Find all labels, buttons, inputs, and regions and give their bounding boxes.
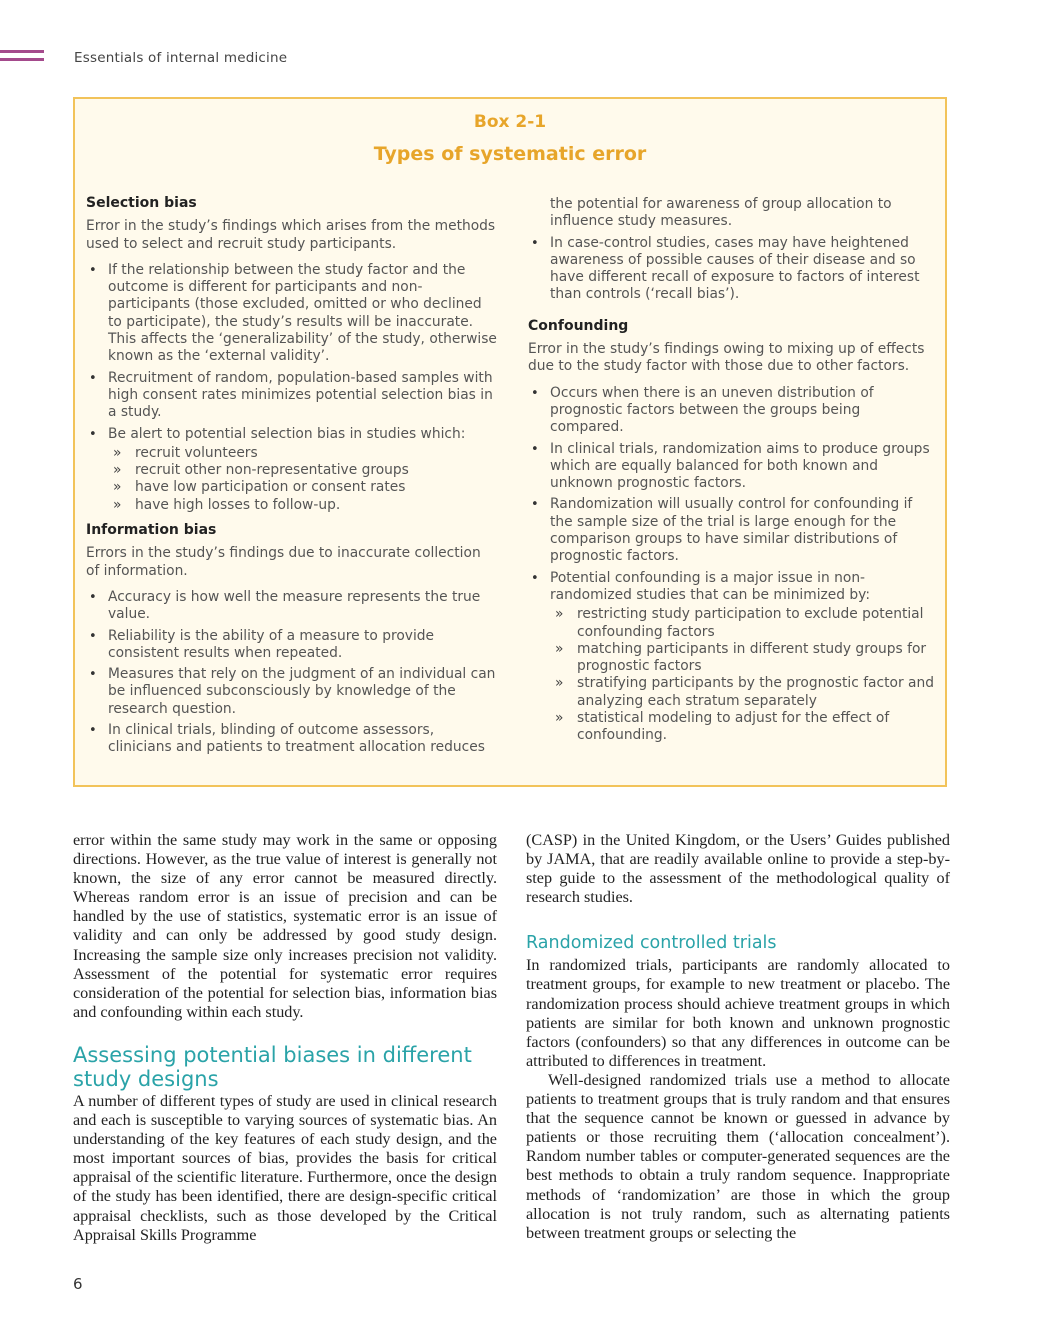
body-paragraph: error within the same study may work in the same or opposing directions. However, as the true value of interest is generally not known, the size of any error cannot be measured directly. Whereas random error is an issue of precision and can be handled by the use of statistics, systematic error is an issue of validity and can only be addressed by good study design. Increasing the sample size only increases precision not validity. Assessment of the potential for systematic error requires consideration of the potential for selection bias, information bias and confounding within each study.	[73, 831, 497, 1021]
confounding-sublist	[550, 606, 938, 744]
selection-bias-sublist	[108, 445, 498, 514]
header-accent-lines	[0, 50, 44, 66]
confounding-list	[528, 385, 938, 745]
list-item	[528, 570, 938, 745]
body-paragraph: A number of different types of study are used in clinical research and each is susceptible to varying sources of systematic bias. An understanding of the key features of each study design, and the most important sources of bias, provides the basis for critical appraisal of the scientific literature. Furthermore, once the design of the study has been identified, there are design-specific critical appraisal checklists, such as those developed by the Critical Appraisal Skills Programme	[73, 1091, 497, 1244]
list-item: • In case-control studies, cases may have heightened awareness of possible causes of their disease and so have different recall of exposure to factors of interest than controls (‘recall bias’).	[528, 235, 938, 304]
list-item: • Reliability is the ability of a measure to provide consistent results when repeated.	[86, 628, 498, 663]
sub-list-item: » have high losses to follow-up.	[108, 497, 498, 514]
body-paragraph: In randomized trials, participants are randomly allocated to treatment groups, for example to new treatment or placebo. The randomization process should achieve treatment groups in which patients are similar for both known and unknown prognostic factors (confounders) so that any differences in outcome can be attributed to differences in treatment.	[526, 956, 950, 1070]
body-paragraph: (CASP) in the United Kingdom, or the Users’ Guides published by JAMA, that are readily available online to provide a step-by-step guide to the assessment of the methodological quality of research studies.	[526, 831, 950, 907]
box-left-column	[86, 195, 498, 765]
running-head: Essentials of internal medicine	[74, 50, 288, 66]
list-item	[86, 426, 498, 514]
sub-list-item: » stratifying participants by the prognostic factor and analyzing each stratum separately	[550, 675, 938, 710]
list-item: • In clinical trials, randomization aims to produce groups which are equally balanced for both known and unknown prognostic factors.	[528, 441, 938, 493]
subsection-heading: Randomized controlled trials	[526, 933, 777, 954]
sub-list-item: » recruit other non-representative groups	[108, 462, 498, 479]
confounding-intro: Error in the study’s findings owing to mixing up of effects due to the study factor with those due to other factors.	[528, 341, 925, 375]
information-bias-list-continued	[528, 196, 938, 304]
box-right-column	[528, 196, 938, 753]
sub-list-item: » matching participants in different study groups for prognostic factors	[550, 641, 938, 676]
list-item-continuation: the potential for awareness of group allocation to influence study measures.	[550, 196, 892, 230]
list-item: • Measures that rely on the judgment of an individual can be influenced subconsciously by knowledge of the research question.	[86, 666, 498, 718]
body-right-column	[526, 831, 950, 1243]
box-2-1	[73, 97, 947, 787]
body-paragraph: Well-designed randomized trials use a method to allocate patients to treatment groups that is truly random and that ensures that the sequence cannot be known or guessed in advance by patients or those recruiting them (‘allocation concealment’). Random number tables or computer-generated sequences are the best methods to obtain a truly random sequence. Inappropriate methods of ‘randomization’ are those in which the group allocation is not truly random, such as alternating patients between treatment groups or selecting the	[526, 1070, 950, 1242]
sub-list-item: » have low participation or consent rates	[108, 479, 498, 496]
sub-list-item: » recruit volunteers	[108, 445, 498, 462]
box-label: Box 2-1	[473, 112, 547, 132]
list-item: • Recruitment of random, population-based samples with high consent rates minimizes potential selection bias in a study.	[86, 370, 498, 422]
information-bias-heading: Information bias	[86, 522, 217, 539]
page-number: 6	[73, 1275, 83, 1293]
list-item-text: Be alert to potential selection bias in studies which:	[108, 425, 466, 442]
list-item: • Occurs when there is an uneven distribution of prognostic factors between the groups being compared.	[528, 385, 938, 437]
list-item: • Randomization will usually control for confounding if the sample size of the trial is large enough for the comparison groups to have similar distributions of prognostic factors.	[528, 496, 938, 565]
sub-list-item: » statistical modeling to adjust for the effect of confounding.	[550, 710, 938, 745]
list-item-text: Potential confounding is a major issue in non-randomized studies that can be minimized by:	[550, 569, 870, 603]
section-heading: Assessing potential biases in different study designs	[73, 1042, 472, 1091]
list-item: • In clinical trials, blinding of outcome assessors, clinicians and patients to treatment allocation reduces	[86, 722, 498, 757]
selection-bias-intro: Error in the study’s findings which arises from the methods used to select and recruit study participants.	[86, 218, 496, 252]
list-item: • If the relationship between the study factor and the outcome is different for participants and non-participants (those excluded, omitted or who declined to participate), the study’s results will be inaccurate. This affects the ‘generalizability’ of the study, otherwise known as the ‘external validity’.	[86, 262, 498, 366]
box-title: Types of systematic error	[373, 143, 647, 165]
selection-bias-list	[86, 262, 498, 514]
information-bias-list	[86, 589, 498, 757]
confounding-heading: Confounding	[528, 317, 629, 334]
information-bias-intro: Errors in the study’s findings due to inaccurate collection of information.	[86, 545, 481, 579]
list-item: • Accuracy is how well the measure represents the true value.	[86, 589, 498, 624]
sub-list-item: » restricting study participation to exclude potential confounding factors	[550, 606, 938, 641]
body-left-column	[73, 831, 497, 1245]
selection-bias-heading: Selection bias	[86, 195, 197, 211]
